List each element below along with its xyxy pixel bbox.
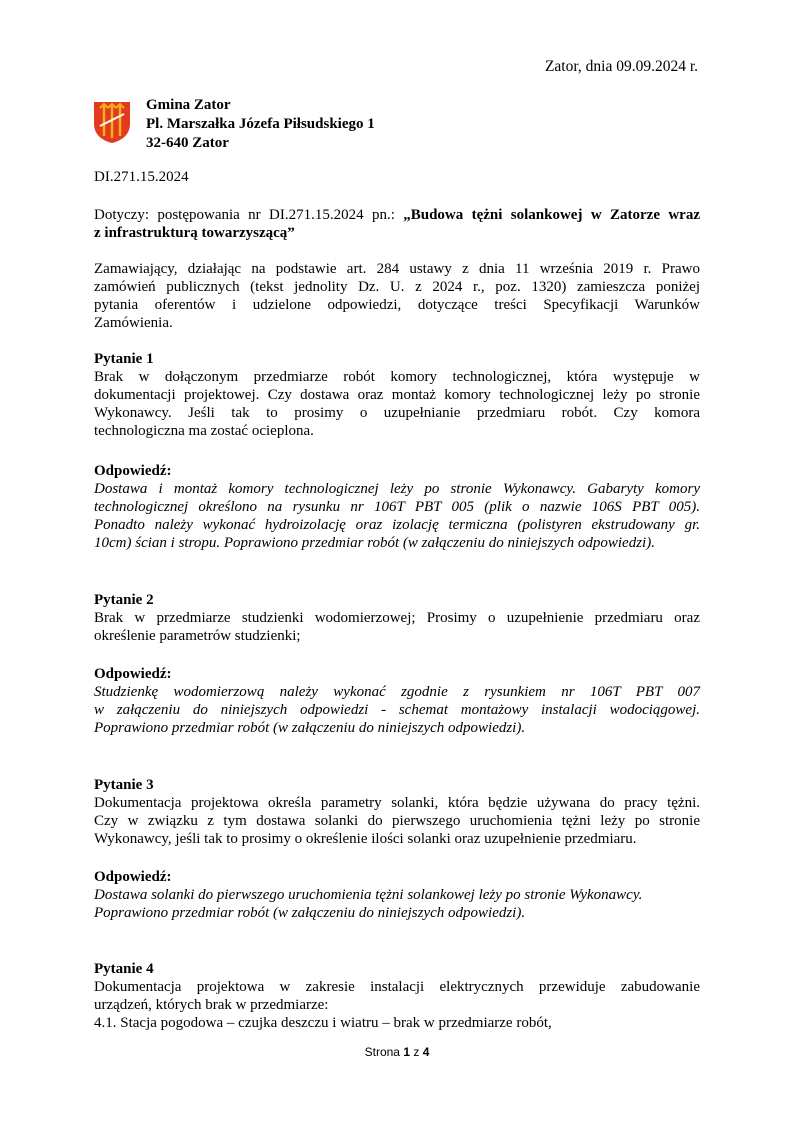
answer-line: technologicznej określono na rysunku nr 106T PBT 005 (plik o nazwie 106S PBT 005).	[94, 499, 700, 515]
question-heading: Pytanie 3	[94, 777, 154, 793]
answer-heading: Odpowiedź:	[94, 463, 172, 479]
question-line: Czy w związku z tym dostawa solanki do pierwszego uruchomienia tężni leży po stronie	[94, 813, 700, 829]
question-3	[94, 776, 700, 848]
subject-title-1: „Budowa tężni solankowej w Zatorze wraz	[403, 207, 700, 223]
footer-prefix: Strona	[364, 1045, 404, 1059]
question-line: urządzeń, których brak w przedmiarze:	[94, 997, 329, 1013]
question-heading: Pytanie 1	[94, 351, 154, 367]
answer-line: 10cm) ścian i stropu. Poprawiono przedmiar robót (w załączeniu do niniejszych odpowiedzi).	[94, 535, 655, 551]
issuer-name: Gmina Zator	[146, 97, 231, 113]
issuer-address	[146, 96, 375, 153]
answer-heading: Odpowiedź:	[94, 869, 172, 885]
question-line: Dokumentacja projektowa w zakresie instalacji elektrycznych przewiduje zabudowanie	[94, 979, 700, 995]
question-line: Wykonawcy. Jeśli tak to prosimy o uzupełnianie przedmiaru robót. Czy komora	[94, 405, 700, 421]
answer-line: Poprawiono przedmiar robót (w załączeniu do niniejszych odpowiedzi).	[94, 720, 526, 736]
question-line: dokumentacji projektowej. Czy dostawa oraz montaż komory technologicznej leży po stronie	[94, 387, 700, 403]
coat-of-arms-icon	[92, 100, 132, 144]
answer-line: Poprawiono przedmiar robót (w załączeniu do niniejszych odpowiedzi).	[94, 905, 526, 921]
answer-line: Dostawa i montaż komory technologicznej leży po stronie Wykonawcy. Gabaryty komory	[94, 481, 700, 497]
question-line: technologiczna ma zostać ocieplona.	[94, 423, 314, 439]
question-line: Dokumentacja projektowa określa parametry solanki, która będzie używana do pracy tężni.	[94, 795, 700, 811]
question-line: Brak w przedmiarze studzienki wodomierzowej; Prosimy o uzupełnienie przedmiaru oraz	[94, 610, 700, 626]
question-1	[94, 350, 700, 440]
subject-title-2: z infrastrukturą towarzyszącą”	[94, 225, 295, 241]
answer-1	[94, 462, 700, 552]
question-4	[94, 960, 700, 1032]
intro-paragraph	[94, 260, 700, 332]
intro-line: Zamówienia.	[94, 315, 173, 331]
question-2	[94, 591, 700, 645]
question-heading: Pytanie 4	[94, 961, 154, 977]
answer-line: Ponadto należy wykonać hydroizolację oraz izolację termiczna (polistyren ekstrudowany gr.	[94, 517, 700, 533]
question-heading: Pytanie 2	[94, 592, 154, 608]
question-line: Brak w dołączonym przedmiarze robót komory technologicznej, która występuje w	[94, 369, 700, 385]
page-footer	[0, 1043, 794, 1061]
subject	[94, 206, 700, 242]
intro-line: pytania oferentów i udzielone odpowiedzi, dotyczące treści Specyfikacji Warunków	[94, 297, 700, 313]
answer-line: w załączeniu do niniejszych odpowiedzi - schemat montażowy instalacji wodociągowej.	[94, 702, 700, 718]
question-line: 4.1. Stacja pogodowa – czujka deszczu i wiatru – brak w przedmiarze robót,	[94, 1015, 552, 1031]
answer-line: Dostawa solanki do pierwszego uruchomienia tężni solankowej leży po stronie Wykonawcy.	[94, 887, 643, 903]
answer-line: Studzienkę wodomierzową należy wykonać zgodnie z rysunkiem nr 106T PBT 007	[94, 684, 700, 700]
answer-2	[94, 665, 700, 737]
question-line: Wykonawcy, jeśli tak to prosimy o określenie ilości solanki oraz uzupełnienie przedmiaru.	[94, 831, 637, 847]
question-line: określenie parametrów studzienki;	[94, 628, 301, 644]
footer-separator: z	[410, 1045, 423, 1059]
answer-3	[94, 868, 700, 922]
answer-heading: Odpowiedź:	[94, 666, 172, 682]
issuer-header	[92, 96, 375, 153]
intro-line: zamówień publicznych (tekst jednolity Dz. U. z 2024 r., poz. 1320) zamieszcza poniżej	[94, 279, 700, 295]
issuer-city: 32-640 Zator	[146, 135, 229, 151]
issuer-street: Pl. Marszałka Józefa Piłsudskiego 1	[146, 116, 375, 132]
intro-line: Zamawiający, działając na podstawie art. 284 ustawy z dnia 11 września 2019 r. Prawo	[94, 261, 700, 277]
reference-number: DI.271.15.2024	[94, 169, 189, 185]
subject-prefix: Dotyczy: postępowania nr DI.271.15.2024 pn.:	[94, 207, 404, 223]
document-date: Zator, dnia 09.09.2024 r.	[544, 58, 698, 75]
footer-page-number: 1	[403, 1045, 411, 1059]
footer-page-total: 4	[422, 1045, 430, 1059]
